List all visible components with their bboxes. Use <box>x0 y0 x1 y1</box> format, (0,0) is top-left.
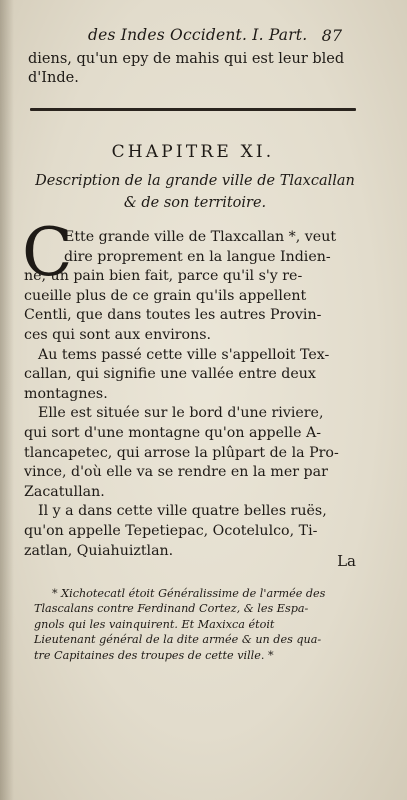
subtitle-line: & de son territoire. <box>123 195 267 211</box>
body-line: Elle est située sur le bord d'une riviere, <box>38 405 324 422</box>
body-line: zatlan, Quiahuiztlan. <box>24 542 174 559</box>
running-head: des Indes Occident. I. Part. <box>88 26 308 44</box>
body-line: tlancapetec, qui arrose la plûpart de la Pro- <box>24 444 339 461</box>
footnote <box>34 586 364 663</box>
catchword: La <box>337 552 356 570</box>
gutter-shadow <box>0 0 14 800</box>
body-line: vince, d'où elle va se rendre en la mer par <box>24 464 328 481</box>
body-line: montagnes. <box>24 385 108 402</box>
carryover-text <box>28 50 358 88</box>
body-line: callan, qui signifie une vallée entre deux <box>24 366 316 383</box>
carryover-line: diens, qu'un epy de mahis qui est leur bled <box>28 51 345 67</box>
footnote-line: * Xichotecatl étoit Généralissime de l'armée des <box>52 587 326 600</box>
horizontal-rule <box>30 108 356 111</box>
carryover-line: d'Inde. <box>28 70 79 86</box>
footnote-line: gnols qui les vainquirent. Et Maxixca étoit <box>34 617 275 631</box>
body-line: qu'on appelle Tepetiepac, Ocotelulco, Ti- <box>24 522 318 539</box>
body-line: dire proprement en la langue Indien- <box>64 248 331 265</box>
body-text <box>24 228 358 561</box>
body-line: Zacatullan. <box>24 483 105 500</box>
body-line: Ette grande ville de Tlaxcallan *, veut <box>64 229 337 245</box>
footnote-line: tre Capitaines des troupes de cette ville. * <box>34 648 274 662</box>
body-line: cueille plus de ce grain qu'ils appellent <box>24 287 307 304</box>
body-line: Centli, que dans toutes les autres Provin- <box>24 307 322 324</box>
footnote-line: Tlascalans contre Ferdinand Cortez, & les Espa- <box>34 602 309 616</box>
body-line: ne, un pain bien fait, parce qu'il s'y re- <box>24 268 303 285</box>
chapter-title: CHAPITRE XI. <box>111 142 275 162</box>
chapter-subtitle <box>30 170 360 214</box>
body-line: ces qui sont aux environs. <box>24 326 212 343</box>
subtitle-line: Description de la grande ville de Tlaxcallan <box>35 173 355 189</box>
drop-cap: C <box>22 214 73 291</box>
footnote-line: Lieutenant général de la dite armée & un des qua- <box>34 633 322 647</box>
body-line: Il y a dans cette ville quatre belles ruës, <box>38 503 327 520</box>
body-line: Au tems passé cette ville s'appelloit Tex- <box>38 346 330 363</box>
body-line: qui sort d'une montagne qu'on appelle A- <box>24 424 322 441</box>
page-number: 87 <box>321 26 342 45</box>
